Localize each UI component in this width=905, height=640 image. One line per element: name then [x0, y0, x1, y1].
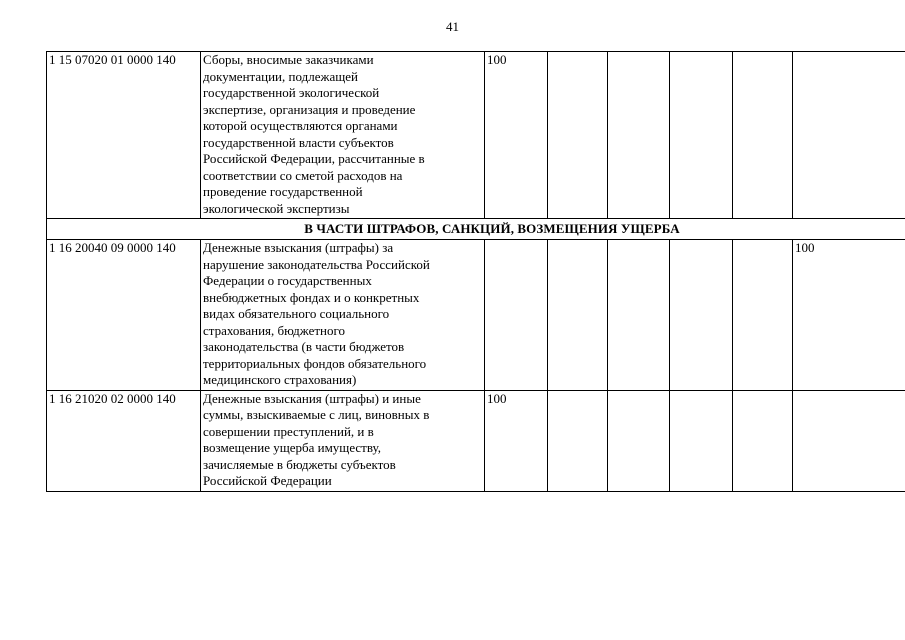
- value-cell: [733, 390, 793, 491]
- revenue-description-cell: Сборы, вносимые заказчиками документации, подлежащей государственной экологической экспертизе, организация и проведение которой осуществляются органами государственной власти субъектов Российской Федерации, рассчитанные в соответствии со сметой расходов на проведение государственной экологической экспертизы: [201, 52, 485, 219]
- section-header-row: [47, 219, 905, 240]
- value-cell: [548, 52, 608, 219]
- revenue-description-cell: Денежные взыскания (штрафы) и иные суммы, взыскиваемые с лиц, виновных в совершении преступлений, и в возмещение ущерба имуществу, зачисляемые в бюджеты субъектов Российской Федерации: [201, 390, 485, 491]
- value-cell: [670, 240, 733, 391]
- page-number: 41: [446, 19, 459, 34]
- value-cell: 100: [485, 52, 548, 219]
- value-cell: [733, 52, 793, 219]
- value-cell: [670, 52, 733, 219]
- value-cell: [608, 52, 670, 219]
- table-row: [47, 240, 905, 391]
- budget-classification-table: [46, 51, 905, 492]
- value-cell: [793, 390, 905, 491]
- value-cell: [548, 240, 608, 391]
- value-cell: [733, 240, 793, 391]
- revenue-code-cell: 1 15 07020 01 0000 140: [47, 52, 201, 219]
- value-cell: [793, 52, 905, 219]
- revenue-description-cell: Денежные взыскания (штрафы) за нарушение законодательства Российской Федерации о государственных внебюджетных фондах и о конкретных видах обязательного социального страхования, бюджетного законодательства (в части бюджетов территориальных фондов обязательного медицинского страхования): [201, 240, 485, 391]
- table-row: [47, 52, 905, 219]
- revenue-code-cell: 1 16 21020 02 0000 140: [47, 390, 201, 491]
- value-cell: [485, 240, 548, 391]
- value-cell: [608, 390, 670, 491]
- section-title: В ЧАСТИ ШТРАФОВ, САНКЦИЙ, ВОЗМЕЩЕНИЯ УЩЕРБА: [47, 219, 905, 240]
- table-row: [47, 390, 905, 491]
- value-cell: 100: [485, 390, 548, 491]
- value-cell: [670, 390, 733, 491]
- value-cell: [608, 240, 670, 391]
- revenue-code-cell: 1 16 20040 09 0000 140: [47, 240, 201, 391]
- value-cell: [548, 390, 608, 491]
- value-cell: 100: [793, 240, 905, 391]
